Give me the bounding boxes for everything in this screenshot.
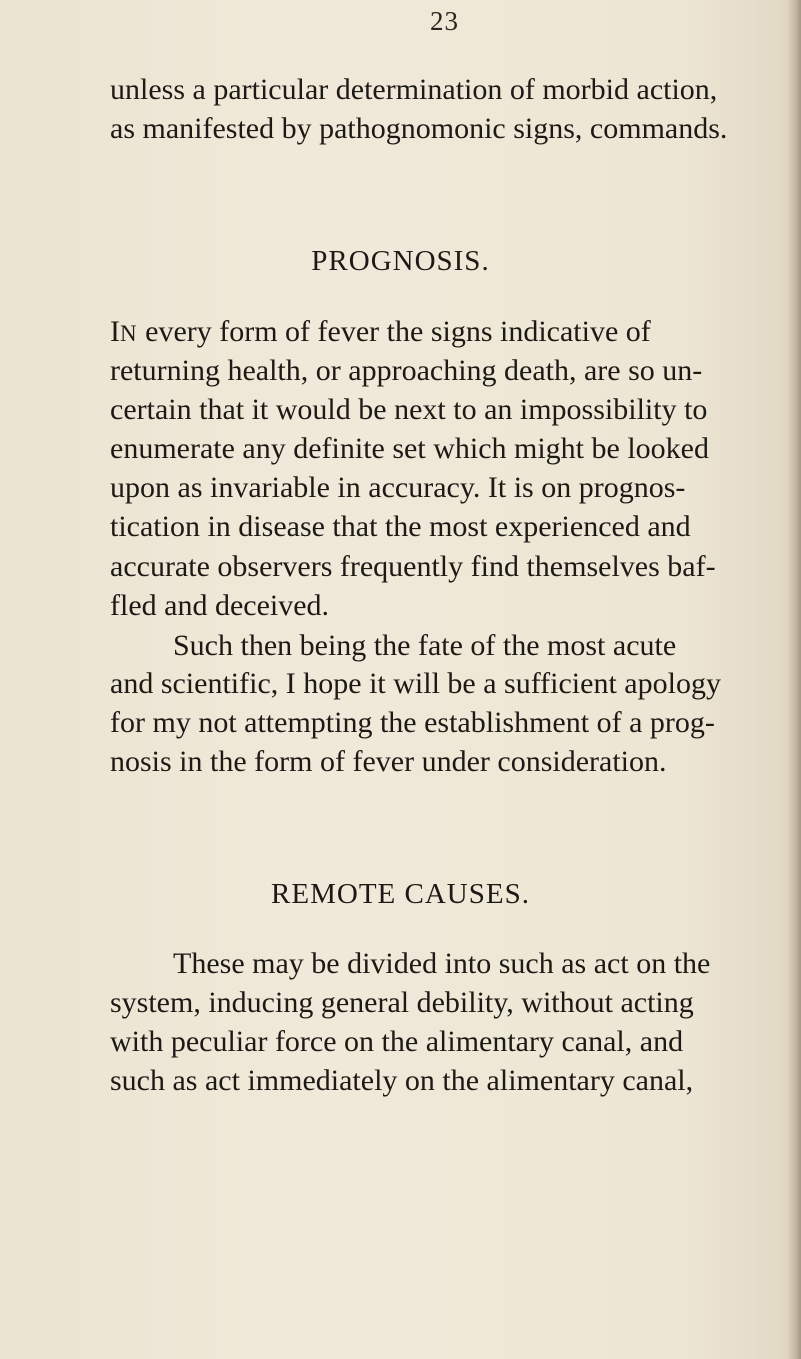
paragraph-two-first-line: Such then being the fate of the most acute: [173, 629, 677, 662]
paragraph-two-line: and scientific, I hope it will be a sufficient apology: [110, 667, 721, 700]
intro-line: as manifested by pathognomonic signs, commands.: [110, 112, 728, 145]
prognosis-line: enumerate any definite set which might be looked: [110, 432, 709, 465]
heading-remote-causes: REMOTE CAUSES.: [271, 878, 530, 910]
page-edge-shadow: [787, 0, 801, 1359]
prognosis-line: tication in disease that the most experienced and: [110, 510, 691, 543]
remote-first-line: These may be divided into such as act on the: [173, 947, 711, 980]
paragraph-two-line: for my not attempting the establishment of a prog-: [110, 706, 715, 739]
small-caps-letters: N: [120, 321, 138, 346]
prognosis-line: returning health, or approaching death, are so un-: [110, 354, 703, 387]
prognosis-lead-line: [110, 312, 651, 354]
paragraph-two-line: nosis in the form of fever under consideration.: [110, 745, 667, 778]
heading-prognosis: PROGNOSIS.: [311, 245, 490, 277]
prognosis-line: accurate observers frequently find themselves baf-: [110, 550, 716, 583]
remote-line: such as act immediately on the alimentary canal,: [110, 1064, 694, 1097]
remote-line: system, inducing general debility, without acting: [110, 986, 694, 1019]
prognosis-line: upon as invariable in accuracy. It is on prognos-: [110, 471, 686, 504]
prognosis-line: certain that it would be next to an impossibility to: [110, 393, 708, 426]
page-number: 23: [430, 6, 459, 36]
prognosis-line: fled and deceived.: [110, 589, 330, 622]
intro-line: unless a particular determination of morbid action,: [110, 73, 718, 106]
remote-line: with peculiar force on the alimentary canal, and: [110, 1025, 684, 1058]
drop-letter: I: [110, 315, 120, 348]
lead-line-text: every form of fever the signs indicative of: [137, 315, 651, 348]
